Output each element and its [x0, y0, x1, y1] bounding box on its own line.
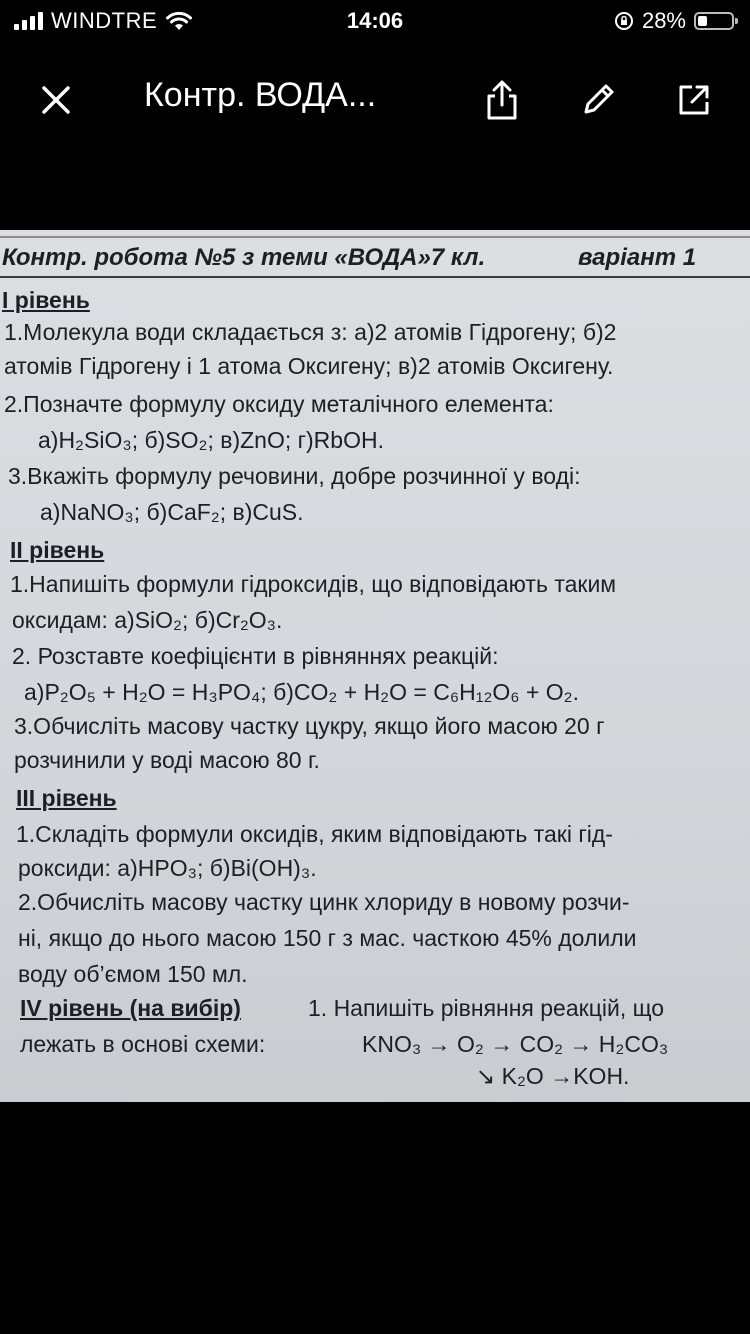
document-image	[0, 230, 750, 1102]
doc-header-title: Контр. робота №5 з теми «ВОДА»7 кл.	[2, 244, 486, 271]
edit-button[interactable]	[568, 70, 628, 130]
reaction-scheme: KNO₃ → O₂ → CO₂ → H₂CO₃	[362, 1031, 669, 1057]
cellular-signal-icon	[14, 12, 43, 30]
task-text: 2. Розставте коефіцієнти в рівняннях реакцій:	[12, 643, 499, 669]
close-button[interactable]	[26, 70, 86, 130]
task-text: 2.Позначте формулу оксиду металічного елемента:	[4, 391, 554, 417]
battery-percentage: 28%	[641, 8, 686, 33]
task-options: а)H₂SiO₃; б)SO₂; в)ZnO; г)RbOH.	[38, 427, 384, 453]
task-text: 1.Складіть формули оксидів, яким відповідають такі гід-	[16, 821, 613, 847]
header-rule	[0, 276, 750, 278]
status-bar	[0, 0, 750, 44]
share-icon	[484, 79, 520, 121]
task-text: 2.Обчисліть масову частку цинк хлориду в новому розчи-	[18, 889, 630, 915]
task-text: оксидам: а)SiO₂; б)Cr₂O₃.	[12, 607, 283, 633]
viewer-nav-bar	[0, 60, 750, 140]
status-left	[14, 8, 193, 34]
share-button[interactable]	[472, 70, 532, 130]
task-text: лежать в основі схеми:	[20, 1031, 266, 1057]
wifi-icon	[165, 10, 193, 32]
page-edge	[0, 236, 750, 238]
task-text: розчинили у воді масою 80 г.	[14, 747, 320, 773]
level-1-heading: І рівень	[2, 287, 90, 313]
battery-icon	[694, 12, 734, 30]
carrier-name: WINDTRE	[51, 8, 158, 33]
pencil-icon	[580, 82, 616, 118]
clock: 14:06	[346, 8, 404, 33]
task-options: а)NaNO₃; б)CaF₂; в)CuS.	[40, 499, 304, 525]
task-text: роксиди: а)HPO₃; б)Bi(OH)₃.	[18, 855, 317, 881]
close-icon	[41, 85, 71, 115]
reaction-scheme-branch: ↘ K₂O →KOH.	[476, 1063, 630, 1089]
task-text: 1.Напишіть формули гідроксидів, що відповідають таким	[10, 571, 617, 597]
level-4-heading: ІV рівень (на вибір)	[20, 995, 241, 1021]
task-text: 3.Вкажіть формулу речовини, добре розчинної у воді:	[8, 463, 581, 489]
document-title: Контр. ВОДА...	[144, 76, 377, 114]
level-3-heading: ІІІ рівень	[16, 785, 117, 811]
status-right	[614, 8, 734, 34]
task-text: ні, якщо до нього масою 150 г з мас. часткою 45% долили	[18, 925, 637, 951]
open-external-button[interactable]	[664, 70, 724, 130]
task-text: 3.Обчисліть масову частку цукру, якщо його масою 20 г	[14, 713, 605, 739]
task-text: 1.Молекула води складається з: а)2 атомів Гідрогену; б)2	[4, 319, 617, 345]
battery-level-fill	[698, 16, 707, 26]
level-2-heading: ІІ рівень	[10, 537, 105, 563]
task-text: атомів Гідрогену і 1 атома Оксигену; в)2 атомів Оксигену.	[4, 353, 614, 379]
task-text: воду об’ємом 150 мл.	[18, 961, 248, 987]
open-external-icon	[676, 82, 712, 118]
task-text: 1. Напишіть рівняння реакцій, що	[308, 995, 665, 1021]
doc-header-variant: варіант 1	[578, 244, 697, 271]
task-options: а)P₂O₅ + H₂O = H₃PO₄; б)CO₂ + H₂O = C₆H₁₂O₆ + O₂.	[24, 679, 579, 705]
rotation-lock-icon	[614, 11, 634, 31]
